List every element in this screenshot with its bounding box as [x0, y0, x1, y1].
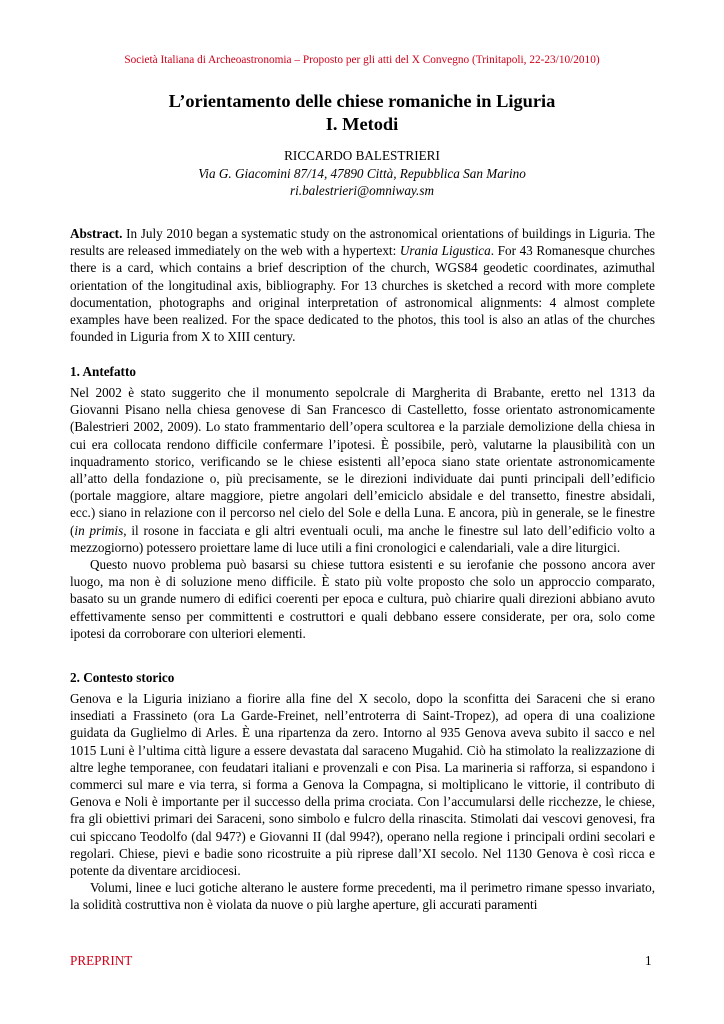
page-number: 1	[645, 953, 652, 968]
author-email: ri.balestrieri@omniway.sm	[289, 183, 434, 198]
title-line-2: I. Metodi	[325, 114, 399, 134]
section-2-paragraph-1: Genova e la Liguria iniziano a fiorire alla fine del X secolo, dopo la sconfitta dei Saraceni che si erano insediati a Frassineto (ora La Garde-Freinet, nell’entroterra di Saint-Tropez), ad opera di una coalizione guidata da Guglielmo di Arles. È una ripartenza da zero. Intorno al 935 Genova aveva subito il sacco e nel 1015 Luni è l’ultima città ligure a essere devastata dal saraceno Mugahid. Ciò ha stimolato la realizzazione di altre leghe temporanee, con feudatari italiani e provenzali e con Pisa. La marineria si rafforza, si espandono i commerci sul mare e via terra, si forma a Genova la Compagna, si moltiplicano le vittorie, il contributo di Genova e Noli è importante per il successo della prima crociata. Con l’accumularsi delle ricchezze, le chiese, fra gli obiettivi primari dei Saraceni, sono simbolo e fulcro della rinascita. Stimolati dai vescovi genovesi, fra cui spiccano Teodolfo (dal 947?) e Giovanni II (dal 994?), operano nella regione i principali ordini secolari e regolari. Chiese, pievi e badie sono ricostruite a più riprese dall’XI secolo. Nel 1130 Genova è così ricca e potente da diventare arcidiocesi.	[70, 691, 655, 879]
abstract-text-2: . For 43 Romanesque churches there is a card, which contains a brief description of the church, WGS84 geodetic coordinates, azimuthal orientation of the longitudinal axis, bibliography. For 13 churches is sketched a record with more complete documentation, photographs and original interpretation of astronomical alignments: 4 almost complete examples have been realized. For the space dedicated to the photos, this tool is also an atlas of the churches founded in Liguria from X to XIII century.	[70, 243, 655, 345]
section-1-heading: 1. Antefatto	[70, 364, 136, 379]
abstract-label: Abstract.	[70, 226, 123, 241]
section-2-body	[70, 690, 655, 914]
section-1-body	[70, 384, 655, 642]
section-2-paragraph-2: Volumi, linee e luci gotiche alterano le austere forme precedenti, ma il perimetro rimane spesso invariato, la solidità costruttiva non è violata da nuove o più larghe aperture, gli accurati paramenti	[70, 880, 655, 913]
abstract-text-1: In July 2010 began a systematic study on the astronomical orientations of buildings in Liguria. The results are released immediately on the web with a hypertext:	[70, 226, 655, 259]
author-address: Via G. Giacomini 87/14, 47890 Città, Repubblica San Marino	[198, 166, 526, 181]
title-line-1: L’orientamento delle chiese romaniche in Liguria	[168, 91, 556, 111]
s1p1-text-2: , il rosone in facciata e gli altri eventuali oculi, ma anche le finestre sul lato dell’edificio volto a mezzogiorno) potessero proiettare lame di luce utili a fini cronologici e calendariali, vale a dire liturgici.	[70, 522, 656, 555]
abstract-paragraph	[70, 225, 655, 345]
preprint-label: PREPRINT	[70, 953, 133, 968]
abstract	[70, 225, 655, 345]
section-2-heading: 2. Contesto storico	[70, 670, 175, 685]
s1p1-italic: in primis	[74, 522, 124, 538]
abstract-italic: Urania Ligustica	[399, 243, 491, 259]
author-name: RICCARDO BALESTRIERI	[284, 148, 440, 163]
section-1-paragraph-2: Questo nuovo problema può basarsi su chiese tuttora esistenti e su ierofanie che possono ancora aver luogo, ma non è di soluzione meno difficile. È stato più volte proposto che solo un approccio comparato, basato su un grande numero di edifici coerenti per epoca e cultura, può chiarire quali direzioni abbiano avuto effettivamente senso per committenti e costruttori e quali debbano essere considerate, per ora, solo come ipotesi da corroborare con ulteriori elementi.	[70, 557, 655, 641]
section-1-paragraph-1	[70, 384, 655, 556]
paper-title	[0, 90, 724, 136]
s1p1-text-1: Nel 2002 è stato suggerito che il monumento sepolcrale di Margherita di Brabante, eretto nel 1313 da Giovanni Pisano nella chiesa genovese di San Francesco di Castelletto, fosse orientato astronomicamente (Balestrieri 2002, 2009). Lo stato frammentario dell’opera scultorea e la parziale demolizione della chiesa in cui era collocata rendono difficile confermare l’ipotesi. È possibile, però, valutarne la plausibilità con un inquadramento storico, verificando se le chiese esistenti all’epoca siano state orientate astronomicamente all’atto della fondazione o, più precisamente, se le direzioni individuate dai punti principali dell’edificio (portale maggiore, altare maggiore, pietre angolari dell’emiciclo absidale e del transetto, finestre absidali, ecc.) siano in relazione con il percorso nel cielo del Sole e della Luna. E ancora, più in generale, se le finestre (	[70, 385, 655, 538]
author-affiliation	[0, 165, 724, 199]
conference-header: Società Italiana di Archeoastronomia – Proposto per gli atti del X Convegno (Trinitapoli, 22-23/10/2010)	[124, 54, 600, 66]
